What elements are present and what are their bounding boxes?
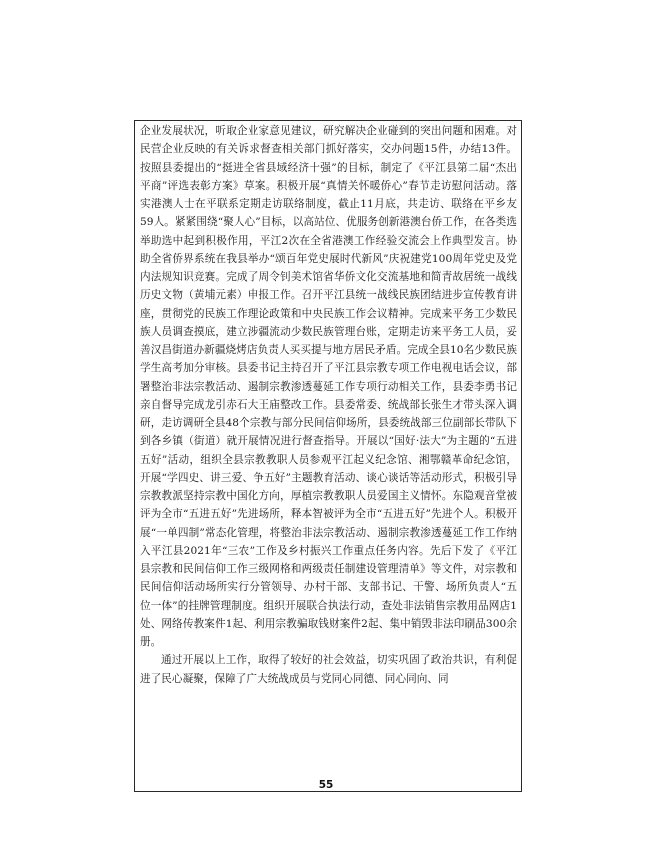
text-frame <box>134 120 522 792</box>
body-paragraph-1: 企业发展状况，听取企业家意见建议，研究解决企业碰到的突出问题和困难。对民营企业反映的有关诉求督查相关部门抓好落实，交办问题15件，办结13件。按照县委提出的“挺进全省县域经济十强”的目标，制定了《平江县第二届“杰出平商”评选表彰方案》草案。积极开展“真情关怀暖侨心”春节走访慰问活动。落实港澳人士在平联系定期走访联络制度，截止11月底，共走访、联络在平乡友59人。紧紧围绕“聚人心”目标，以高站位、优服务创新港澳台侨工作，在各类选举助选中起到积极作用，平江2次在全省港澳工作经验交流会上作典型发言。协助全省侨界系统在我县举办“颂百年党史展时代新风”庆祝建党100周年党史及党内法规知识竞赛。完成了周令钊美术馆省华侨文化交流基地和简青故居统一战线历史文物（黄埔元素）申报工作。召开平江县统一战线民族团结进步宣传教育讲座，贯彻党的民族工作理论政策和中央民族工作会议精神。完成来平务工少数民族人员调查摸底，建立涉疆流动少数民族管理台账，定期走访来平务工人员，妥善汉昌街道办新疆烧烤店负责人买买提与地方居民矛盾。完成全县10名少数民族学生高考加分审核。县委书记主持召开了平江县宗教专项工作电视电话会议，部署整治非法宗教活动、遏制宗教渗透蔓延工作专项行动相关工作，县委李勇书记亲自督导完成龙引赤石大王庙整改工作。县委常委、统战部长张生才带头深入调研，走访调研全县48个宗教与部分民间信仰场所，县委统战部三位副部长带队下到各乡镇（街道）就开展情况进行督查指导。开展以“国好·法大”为主题的“五进五好”活动，组织全县宗教教职人员参观平江起义纪念馆、湘鄂赣革命纪念馆，开展“学四史、讲三爱、争五好”主题教育活动、谈心谈话等活动形式，积极引导宗教教派坚持宗教中国化方向，厚植宗教教职人员爱国主义情怀。东隐观音堂被评为全市“五进五好”先进场所，释本智被评为全市“五进五好”先进个人。积极开展“一单四制”常态化管理，将整治非法宗教活动、遏制宗教渗透蔓延工作工作纳入平江县2021年“三农”工作及乡村振兴工作重点任务内容。先后下发了《平江县宗教和民间信仰工作三级网格和两级责任制建设管理清单》等文件，对宗教和民间信仰活动场所实行分管领导、办村干部、支部书记、干警、场所负责人“五位一体”的挂牌管理制度。组织开展联合执法行动，查处非法销售宗教用品网店1处、网络传教案件1起、利用宗教骗取钱财案件2起、集中销毁非法印刷品300余册。 <box>140 125 517 648</box>
body-paragraph-2: 通过开展以上工作，取得了较好的社会效益，切实巩固了政治共识，有利促进了民心凝聚，保障了广大统战成员与党同心同德、同心同向、同 <box>140 654 517 685</box>
page-number: 55 <box>318 779 334 791</box>
